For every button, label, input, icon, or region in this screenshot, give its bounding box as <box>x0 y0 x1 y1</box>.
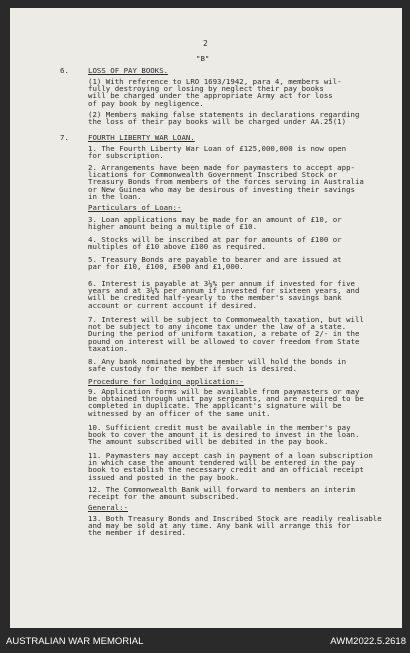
loan-para-1 <box>88 145 346 159</box>
text-line: 10. Sufficient credit must be available in the member's pay <box>88 423 351 432</box>
text-line: will be credited half-yearly to the member's savings bank <box>88 293 342 303</box>
loan-para-2 <box>88 164 364 200</box>
loan-para-6 <box>88 280 359 309</box>
subheading-general: General:- <box>88 503 129 512</box>
text-line: and may be sold at any time. Any bank will arrange this for <box>88 521 351 531</box>
text-line: 6. Interest is payable at 3¼% per annum if invested for five <box>88 279 355 288</box>
text-line: 12. The Commonwealth Bank will forward to members an interim <box>88 485 355 494</box>
text-line: 8. Any bank nominated by the member will hold the bonds in <box>88 357 347 366</box>
text-line: book to cover the amount it is desired to invest in the loan. <box>88 430 360 440</box>
loan-para-4 <box>88 236 342 250</box>
text-line: multiples of £10 above £100 as required. <box>88 242 266 252</box>
text-line: 13. Both Treasury Bonds and Inscribed Stock are readily realisable <box>88 514 382 523</box>
text-line: 7. Interest will be subject to Commonwealth taxation, but will <box>88 315 364 324</box>
text-line: 4. Stocks will be inscribed at par for amounts of £100 or <box>88 235 342 244</box>
text-line: 5. Treasury Bonds are payable to bearer and are issued at <box>88 255 342 264</box>
loan-para-13 <box>88 515 382 537</box>
text-line: of pay book by negligence. <box>88 98 204 108</box>
text-line: (2) Members making false statements in declarations regarding <box>88 110 360 119</box>
page-number: 2 <box>203 39 208 48</box>
text-line: higher amount being a multiple of £10. <box>88 222 258 232</box>
subheading-particulars-of-loan: Particulars of Loan:- <box>88 203 182 212</box>
text-line: completed in duplicate. The applicant's signature will be <box>88 401 342 411</box>
text-line: be obtained through unit pay sergeants, and are required to be <box>88 394 364 404</box>
copy-mark: "B" <box>196 54 210 63</box>
text-line: Treasury Bonds from members of the forces serving in Australia <box>88 177 364 187</box>
archive-footer <box>0 632 410 653</box>
text-line: safe custody for the member if such is desired. <box>88 364 298 374</box>
section-heading-fourth-liberty-war-loan: FOURTH LIBERTY WAR LOAN. <box>88 133 195 142</box>
document-page <box>10 8 402 628</box>
text-line: (1) With reference to LRO 1693/1942, para 4, members wil- <box>88 77 342 86</box>
text-line: The amount subscribed will be debited in the pay book. <box>88 437 329 447</box>
loan-para-9 <box>88 388 364 417</box>
loan-para-11 <box>88 452 373 481</box>
loan-para-10 <box>88 424 359 446</box>
text-line: the member if desired. <box>88 528 186 538</box>
loan-para-5 <box>88 256 342 270</box>
text-line: witnessed by an officer of the same unit. <box>88 408 271 418</box>
text-line: receipt for the amount subscribed. <box>88 492 240 502</box>
text-line: the loss of their pay books will be charged under AA.25(1) <box>88 117 347 127</box>
text-line: par for £10, £100, £500 and £1,000. <box>88 262 244 272</box>
text-line: lications for Commonwealth Government Inscribed Stock or <box>88 170 338 180</box>
text-line: 3. Loan applications may be made for an amount of £10, or <box>88 215 342 224</box>
loan-para-12 <box>88 486 355 500</box>
subheading-procedure-for-lodging-application: Procedure for lodging application:- <box>88 377 244 386</box>
text-line: book to establish the necessary credit and an official receipt <box>88 465 364 475</box>
section-number-6: 6. <box>60 66 69 75</box>
text-line: in which case the amount tendered will be entered in the pay <box>88 458 355 468</box>
section-heading-loss-of-pay-books: LOSS OF PAY BOOKS. <box>88 66 169 75</box>
loan-para-8 <box>88 358 346 372</box>
footer-accession-number: AWM2022.5.2618 <box>330 636 406 647</box>
text-line: or New Guinea who may be desirous of investing their savings <box>88 184 355 194</box>
text-line: taxation. <box>88 343 129 353</box>
text-line: pound on interest will be allowed to cover freedom from State <box>88 336 360 346</box>
footer-institution: AUSTRALIAN WAR MEMORIAL <box>6 636 144 647</box>
loan-para-7 <box>88 316 364 352</box>
section-6-para-2 <box>88 111 359 125</box>
text-line: years and at 3¼% per annum if invested for sixteen years, and <box>88 286 360 296</box>
text-line: will be charged under the appropriate Army act for loss <box>88 91 333 101</box>
section-number-7: 7. <box>60 133 69 142</box>
text-line: issued and posted in the pay book. <box>88 472 240 482</box>
text-line: 2. Arrangements have been made for paymasters to accept app- <box>88 163 355 172</box>
text-line: account or current account if desired. <box>88 300 258 310</box>
text-line: 1. The Fourth Liberty War Loan of £125,000,000 is now open <box>88 144 347 153</box>
text-line: not be subject to any income tax under the law of a state. <box>88 322 347 332</box>
loan-para-3 <box>88 216 342 230</box>
text-line: fully destroying or losing by neglect their pay books <box>88 84 324 94</box>
text-line: in the loan. <box>88 191 142 201</box>
text-line: 9. Application forms will be available from paymasters or may <box>88 387 360 396</box>
section-6-para-1 <box>88 78 342 107</box>
text-line: During the period of uniform taxation, a rebate of 2/- in the <box>88 329 360 339</box>
text-line: for subscription. <box>88 151 164 161</box>
text-line: 11. Paymasters may accept cash in payment of a loan subscription <box>88 451 373 460</box>
